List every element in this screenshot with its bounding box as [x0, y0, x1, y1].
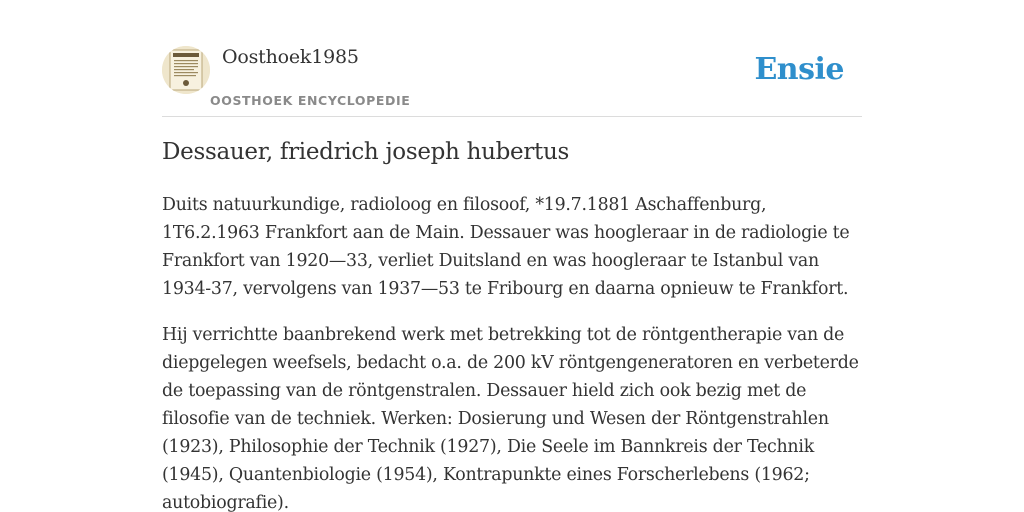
- page-header: [162, 44, 862, 117]
- avatar[interactable]: [162, 46, 210, 94]
- brand-logo[interactable]: Ensie: [754, 52, 844, 87]
- source-label[interactable]: OOSTHOEK ENCYCLOPEDIE: [210, 93, 411, 108]
- article-body: [162, 191, 862, 512]
- paragraph: Hij verrichtte baanbrekend werk met betrekking tot de röntgentherapie van de diepgelegen weefsels, bedacht o.a. de 200 kV röntgengeneratoren en verbeterde de toepassing van de röntgenstralen. Dessauer hield zich ook bezig met de filosofie van de techniek. Werken: Dosierung und Wesen der Röntgenstrahlen (1923), Philosophie der Technik (1927), Die Seele im Bannkreis der Technik (1945), Quantenbiologie (1954), Kontrapunkte eines Forscherlebens (1962; autobiografie).: [162, 325, 859, 512]
- book-cover-icon: [162, 46, 210, 94]
- page-title: Dessauer, friedrich joseph hubertus: [162, 139, 569, 165]
- author-name[interactable]: Oosthoek1985: [222, 46, 359, 68]
- paragraph: Duits natuurkundige, radioloog en filosoof, *19.7.1881 Aschaffenburg, 1T6.2.1963 Frankfort aan de Main. Dessauer was hoogleraar in de radiologie te Frankfort van 1920—33, verliet Duitsland en was hoogleraar te Istanbul van 1934-37, vervolgens van 1937—53 te Fribourg en daarna opnieuw te Frankfort.: [162, 195, 850, 299]
